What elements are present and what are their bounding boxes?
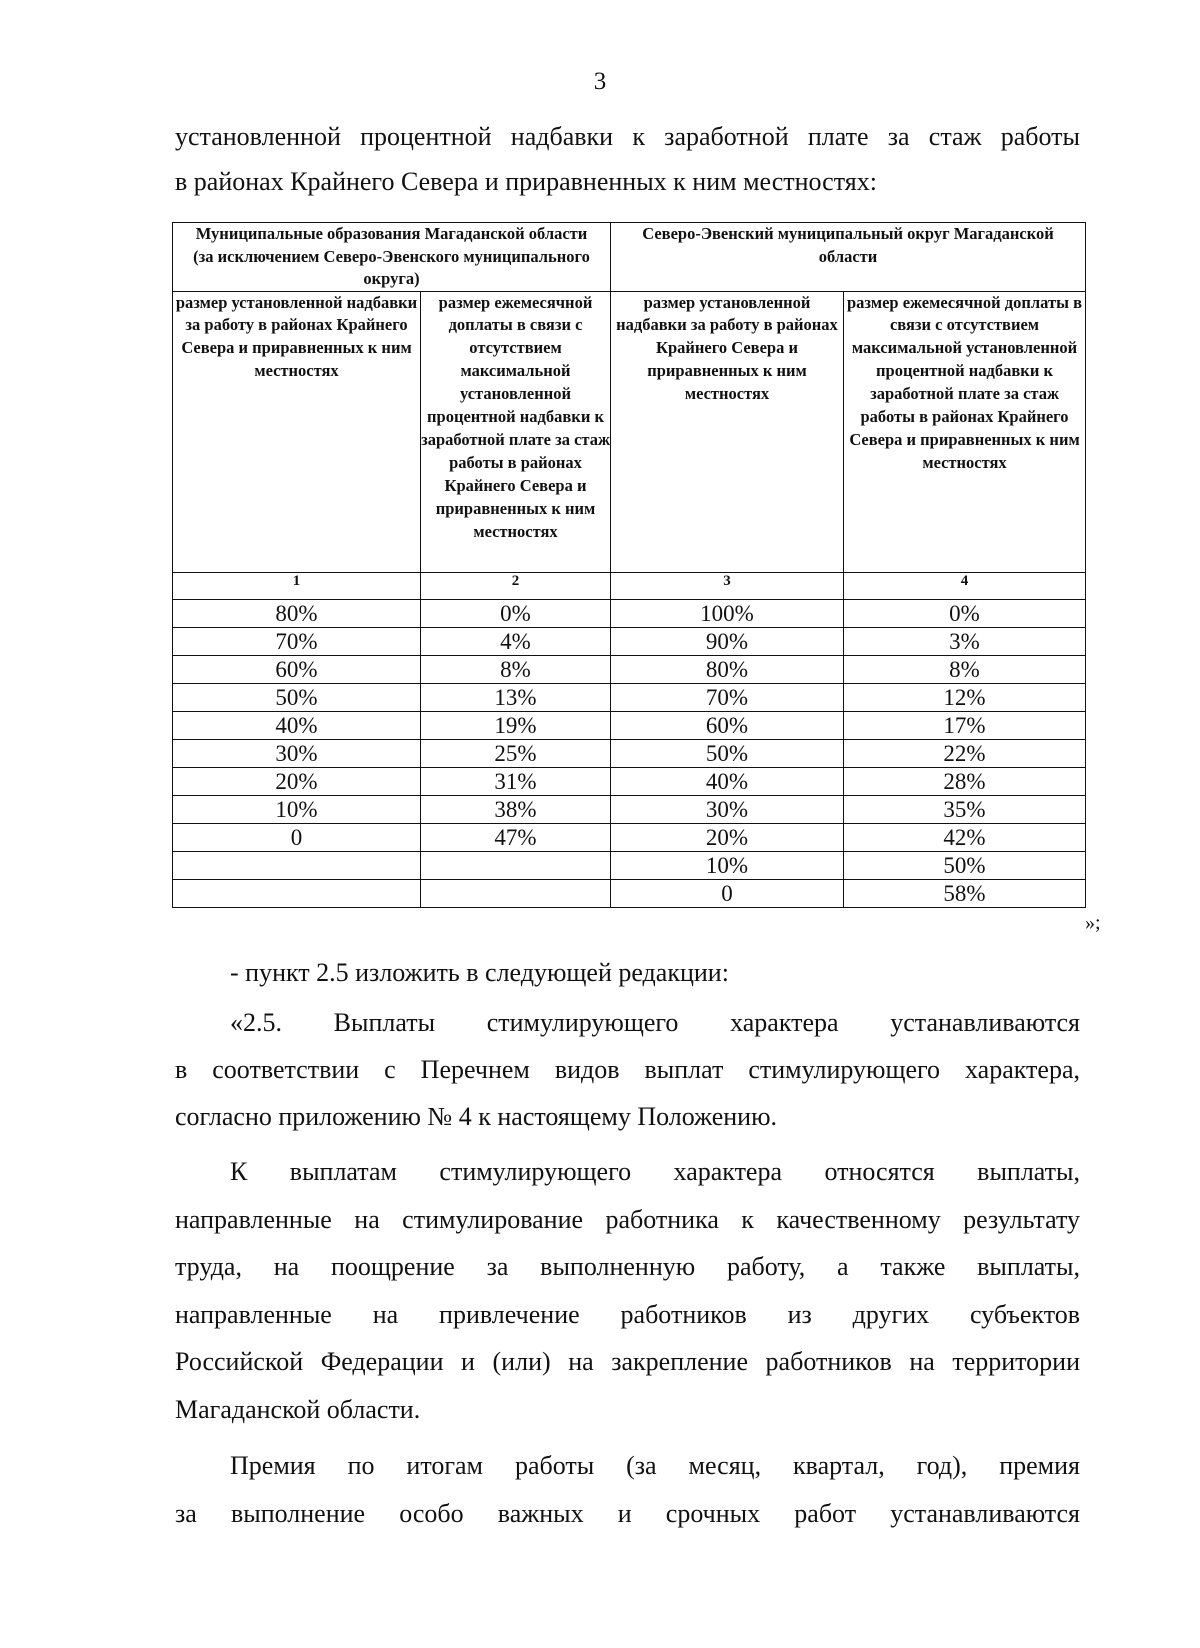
body-line: «2.5. Выплаты стимулирующего характера устанавливаются: [230, 1008, 1080, 1037]
body-line: согласно приложению № 4 к настоящему Положению.: [175, 1102, 778, 1131]
table-cell: 3%: [844, 627, 1086, 655]
group-header: Северо-Эвенский муниципальный округ Магаданской области: [611, 223, 1086, 292]
table-cell: 0: [173, 823, 421, 851]
table-cell: 58%: [844, 879, 1086, 907]
body-line: направленные на привлечение работников из других субъектов: [175, 1300, 1080, 1329]
table-cell: 12%: [844, 683, 1086, 711]
column-number: 4: [844, 572, 1086, 599]
table-cell: [173, 879, 421, 907]
table-cell: 35%: [844, 795, 1086, 823]
table-cell: 100%: [611, 599, 844, 627]
body-line: за выполнение особо важных и срочных работ устанавливаются: [175, 1499, 1080, 1528]
body-line: в соответствии с Перечнем видов выплат стимулирующего характера,: [175, 1055, 1080, 1084]
table-cell: 42%: [844, 823, 1086, 851]
table-cell: 8%: [421, 655, 611, 683]
table-cell: 8%: [844, 655, 1086, 683]
table-row: [173, 655, 1086, 683]
allowance-table: [172, 222, 1086, 908]
table-cell: 10%: [611, 851, 844, 879]
body-line: Российской Федерации и (или) на закрепление работников на территории: [175, 1347, 1080, 1376]
table-cell: 40%: [173, 711, 421, 739]
table-cell: 70%: [611, 683, 844, 711]
body-line: К выплатам стимулирующего характера относятся выплаты,: [230, 1157, 1080, 1186]
body-line: труда, на поощрение за выполненную работу, а также выплаты,: [175, 1252, 1080, 1281]
intro-line: установленной процентной надбавки к заработной плате за стаж работы: [175, 122, 1080, 151]
closing-quote: »;: [1085, 912, 1101, 934]
table-row: [173, 599, 1086, 627]
table-cell: 50%: [844, 851, 1086, 879]
table-cell: 90%: [611, 627, 844, 655]
body-line: - пункт 2.5 изложить в следующей редакции:: [230, 958, 729, 987]
table-cell: 28%: [844, 767, 1086, 795]
table-row: [173, 627, 1086, 655]
table-cell: 50%: [611, 739, 844, 767]
table-row: [173, 795, 1086, 823]
table-cell: 50%: [173, 683, 421, 711]
table-cell: 60%: [173, 655, 421, 683]
table-row: [173, 739, 1086, 767]
column-number: 2: [421, 572, 611, 599]
table-cell: 30%: [611, 795, 844, 823]
table-cell: 38%: [421, 795, 611, 823]
table-row: [173, 823, 1086, 851]
table-row: [173, 767, 1086, 795]
table-cell: 40%: [611, 767, 844, 795]
table-row: [173, 683, 1086, 711]
table-row: [173, 851, 1086, 879]
table-cell: 20%: [611, 823, 844, 851]
table-cell: 22%: [844, 739, 1086, 767]
table-cell: 30%: [173, 739, 421, 767]
table-cell: 0%: [844, 599, 1086, 627]
page-number: 3: [593, 68, 607, 95]
table-cell: 4%: [421, 627, 611, 655]
table-cell: 25%: [421, 739, 611, 767]
table-cell: 80%: [611, 655, 844, 683]
table-cell: 19%: [421, 711, 611, 739]
table-row: [173, 711, 1086, 739]
table-cell: [421, 851, 611, 879]
table-cell: 13%: [421, 683, 611, 711]
column-number: 3: [611, 572, 844, 599]
body-line: Премия по итогам работы (за месяц, квартал, год), премия: [230, 1451, 1080, 1480]
table-cell: 0: [611, 879, 844, 907]
body-line: направленные на стимулирование работника к качественному результату: [175, 1205, 1080, 1234]
column-header: размер установленной надбавки за работу в районах Крайнего Севера и приравненных к ним местностях: [173, 291, 421, 572]
table-cell: 47%: [421, 823, 611, 851]
column-header: размер установленной надбавки за работу в районах Крайнего Севера и приравненных к ним местностях: [611, 291, 844, 572]
intro-line: в районах Крайнего Севера и приравненных к ним местностях:: [175, 167, 877, 196]
table-cell: [173, 851, 421, 879]
table-cell: 60%: [611, 711, 844, 739]
column-number: 1: [173, 572, 421, 599]
table-cell: 10%: [173, 795, 421, 823]
table-cell: 20%: [173, 767, 421, 795]
table-cell: 80%: [173, 599, 421, 627]
table-row: [173, 879, 1086, 907]
body-line: Магаданской области.: [175, 1395, 421, 1424]
column-header: размер ежемесячной доплаты в связи с отсутствием максимальной установленной процентной надбавки к заработной плате за стаж работы в районах Крайнего Севера и приравненных к ним местностях: [421, 291, 611, 572]
table-cell: 0%: [421, 599, 611, 627]
column-header: размер ежемесячной доплаты в связи с отсутствием максимальной установленной процентной надбавки к заработной плате за стаж работы в районах Крайнего Севера и приравненных к ним местностях: [844, 291, 1086, 572]
table-cell: 70%: [173, 627, 421, 655]
table-cell: 17%: [844, 711, 1086, 739]
table-cell: 31%: [421, 767, 611, 795]
group-header: Муниципальные образования Магаданской области (за исключением Северо-Эвенского муниципального округа): [173, 223, 611, 292]
table-cell: [421, 879, 611, 907]
